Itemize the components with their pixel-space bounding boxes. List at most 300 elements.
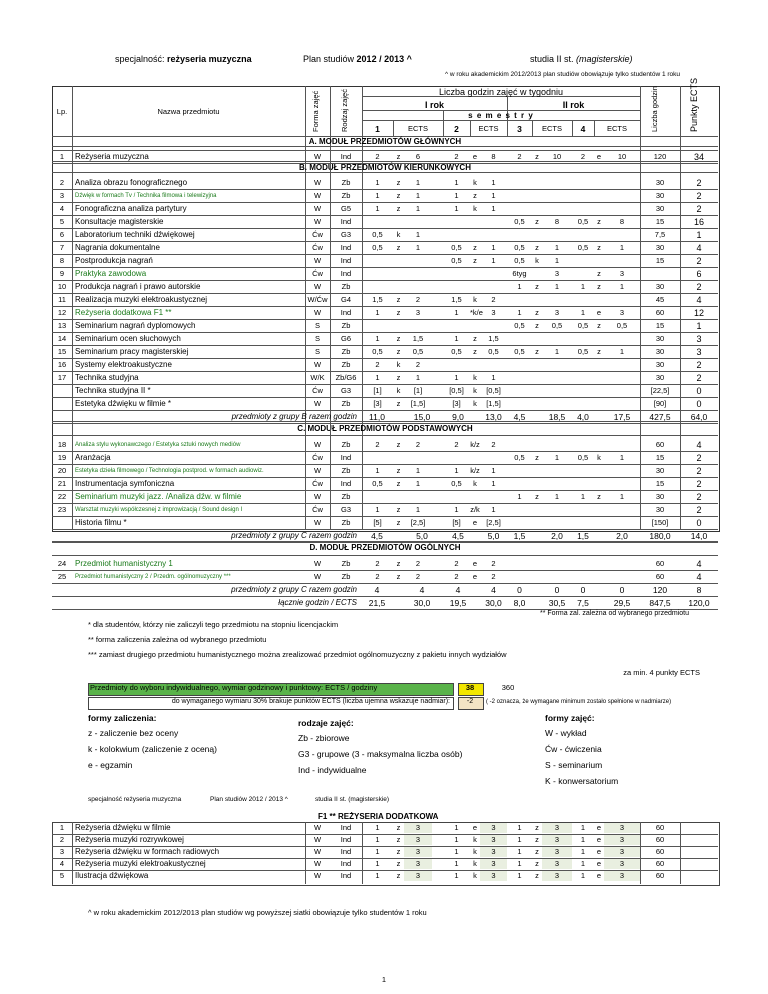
f1-cell-s2z: k (473, 859, 477, 868)
row-divider (52, 451, 718, 452)
subject-name: Nagrania dokumentalne (75, 243, 160, 252)
subject-name: Aranżacja (75, 453, 111, 462)
f1-cell-s1z: z (396, 859, 401, 868)
cell-s1z: z (396, 559, 401, 568)
cell-s1e: 6 (415, 152, 421, 161)
f1-cell-s1z: z (396, 823, 401, 832)
cell-s1z: z (396, 399, 401, 408)
cell-f: Ćw (312, 386, 323, 395)
lp-divider (72, 146, 73, 530)
ects-points: 2 (696, 373, 702, 383)
f1-type: Ind (340, 871, 352, 880)
subject-name: Seminarium pracy magisterskiej (75, 347, 189, 356)
sum-s1h: 4 (374, 585, 380, 595)
cell-s2h: 2 (454, 559, 459, 568)
sum-s2h: 9,0 (452, 412, 464, 422)
hours-total: 30 (655, 373, 665, 382)
hours-total: 120 (653, 152, 667, 161)
semester-s4-header: 4 (580, 124, 586, 134)
cell-s2h: 1 (454, 308, 459, 317)
legend-item: formy zaliczenia: (88, 713, 157, 723)
legend-item: z - zaliczenie bez oceny (88, 728, 179, 738)
cell-s1z: z (396, 204, 401, 213)
cell-s3e: 1 (554, 282, 560, 291)
cell-s1z: z (396, 373, 401, 382)
hours-total: 60 (655, 440, 665, 449)
cell-s2z: k (473, 178, 477, 187)
cell-s1e: 1 (415, 466, 421, 475)
cell-r: Zb/G6 (335, 373, 357, 382)
f1-subject-name: Reżyseria muzyki elektroakustycznej (75, 859, 206, 868)
subject-name: Praktyka zawodowa (75, 269, 147, 278)
cell-s3e: 1 (554, 492, 560, 501)
row-divider (52, 596, 718, 597)
cell-s2z: k (473, 386, 477, 395)
cell-s4z: e (596, 308, 602, 317)
row-divider (52, 202, 718, 203)
f1-cell-s4e: 3 (604, 871, 640, 881)
ects-points: 2 (696, 492, 702, 502)
subject-name: Dźwięk w formach Tv / Technika filmowa i telewizyjna (75, 193, 217, 199)
cell-s4h: 1 (580, 308, 586, 317)
cell-r: G4 (340, 295, 351, 304)
cell-s2z: e (472, 152, 478, 161)
ects-points-header: Punkty ECTS (689, 77, 699, 132)
cell-s1z: z (396, 308, 401, 317)
cell-r: Zb (341, 178, 351, 187)
cell-s2h: 1 (454, 373, 459, 382)
cell-s1e: [1,5] (410, 399, 426, 408)
cell-f: Ćw (312, 479, 323, 488)
f1-cell-s4z: e (596, 823, 602, 832)
cell-s2z: e (472, 572, 478, 581)
subject-name: Konsultacje magisterskie (75, 217, 164, 226)
sum-s4e: 29,5 (613, 598, 631, 608)
cell-s2h: 1 (454, 466, 459, 475)
sum-s4h: 0 (580, 585, 586, 595)
cell-s4z: e (596, 152, 602, 161)
row-number: 7 (59, 243, 65, 252)
subject-name: Warsztat muzyki współczesnej z improwizacją / Sound design I (75, 507, 243, 513)
cell-s1e: 1 (415, 505, 421, 514)
row-number: 12 (57, 308, 67, 317)
legend-item: Zb - zbiorowe (298, 733, 350, 743)
subject-name: Fonograficzna analiza partytury (75, 204, 187, 213)
f1-cell-s3e: 3 (542, 871, 572, 881)
cell-f: W (313, 308, 322, 317)
cell-s4z: z (597, 217, 601, 226)
sum-total: 847,5 (649, 598, 671, 608)
row-number: 1 (59, 152, 65, 161)
row-divider (52, 267, 718, 268)
cell-s2z: k (473, 399, 477, 408)
cell-r: Zb (341, 559, 351, 568)
missing-value: -2 (466, 698, 474, 705)
f1-form: W (313, 847, 322, 856)
cell-s2h: 0,5 (451, 347, 462, 356)
cell-s2h: 2 (454, 572, 459, 581)
legend-item: rodzaje zajęć: (298, 718, 354, 728)
hours-total: 30 (655, 505, 665, 514)
row-divider (52, 541, 718, 542)
cell-s3h: 0,5 (514, 321, 525, 330)
ects-points: 4 (696, 440, 702, 450)
cell-s2e: 1 (491, 373, 496, 382)
subject-name: Technika studyjna (75, 373, 139, 382)
subject-name: Systemy elektroakustyczne (75, 360, 172, 369)
f1-row-number: 5 (59, 871, 65, 880)
cell-f: W (313, 204, 322, 213)
f1-total: 60 (655, 871, 665, 880)
cell-s1e: 1 (415, 204, 421, 213)
cell-r: Ind (340, 453, 352, 462)
cell-s4e: 1 (619, 243, 625, 252)
f1-total: 60 (655, 823, 665, 832)
cell-s4e: 1 (619, 347, 625, 356)
ects-points: 3 (696, 347, 702, 357)
row-divider (52, 384, 718, 385)
sum-s3e: 0 (554, 585, 560, 595)
cell-s2h: 0,5 (451, 479, 462, 488)
row-divider (52, 319, 718, 320)
cell-s2z: z (473, 347, 477, 356)
cell-s1z: z (396, 572, 401, 581)
cell-s4e: 1 (619, 453, 625, 462)
subject-name: Seminarium nagrań dyplomowych (75, 321, 196, 330)
subject-name: Historia filmu * (75, 518, 127, 527)
cell-s1e: 1 (415, 243, 421, 252)
cell-s4e: 1 (619, 282, 625, 291)
section-a-header: A. MODUŁ PRZEDMIOTÓW GŁÓWNYCH (308, 137, 462, 146)
cell-s1e: 2 (415, 360, 421, 369)
cell-s1h: 2 (375, 559, 380, 568)
row-divider (52, 371, 718, 372)
cell-s1h: 1 (375, 204, 380, 213)
cell-f: W (313, 360, 322, 369)
subject-name: Analiza obrazu fonograficznego (75, 178, 188, 187)
cell-s4z: z (597, 347, 601, 356)
f1-row-number: 1 (59, 823, 65, 832)
sum-label: przedmioty z grupy C razem godzin (231, 531, 357, 540)
subject-name: Przedmiot humanistyczny 1 (75, 559, 173, 568)
cell-s3h: 1 (517, 492, 522, 501)
hours-total: 30 (655, 334, 665, 343)
cell-s2z: k (473, 373, 477, 382)
f1-title: F1 ** REŻYSERIA DODATKOWA (318, 812, 439, 821)
cell-f: Ćw (312, 453, 323, 462)
cell-s1e: 3 (415, 308, 421, 317)
cell-f: W (313, 440, 322, 449)
cell-f: W (313, 217, 322, 226)
f1-cell-s2h: 1 (454, 859, 459, 868)
cell-s1h: 2 (375, 572, 380, 581)
row-divider (52, 464, 718, 465)
f1-row-number: 2 (59, 835, 65, 844)
cell-f: S (314, 334, 320, 343)
row-number: 18 (57, 440, 67, 449)
cell-s2z: z (473, 243, 477, 252)
ects-points: 0 (696, 386, 702, 396)
f1-cell-s1h: 1 (375, 847, 380, 856)
f1-cell-s4z: e (596, 835, 602, 844)
cell-s4z: z (597, 269, 601, 278)
section-d-header: D. MODUŁ PRZEDMIOTÓW OGÓLNYCH (309, 543, 461, 552)
row-number: 19 (57, 453, 67, 462)
cell-s2h: 1,5 (451, 295, 462, 304)
cell-s2e: 1 (491, 191, 496, 200)
f1-subject-name: Reżyseria dźwięku w filmie (75, 823, 171, 832)
cell-s1h: 1 (375, 308, 380, 317)
sum-s2h: 4 (455, 585, 461, 595)
cell-s2z: z/k (470, 505, 480, 514)
f1-cell-s3h: 1 (517, 847, 522, 856)
legend-item: Ind - indywidualne (298, 765, 367, 775)
cell-s1h: 1 (375, 505, 380, 514)
cell-s1h: 2 (375, 152, 380, 161)
cell-r: Zb (341, 518, 351, 527)
sum-s2e: 13,0 (485, 412, 502, 422)
sum-s2e: 5,0 (487, 531, 500, 541)
cell-s1h: [1] (373, 386, 382, 395)
hours-total: 30 (655, 492, 665, 501)
cell-s3h: 0,5 (514, 217, 525, 226)
ects-points: 12 (693, 308, 704, 318)
missing-note: ( -2 oznacza, że wymagane minimum zostało spełnione w nadmiarze) (486, 699, 672, 705)
cell-s2z: e (472, 518, 478, 527)
sum-s2h: 19,5 (449, 598, 467, 608)
cell-f: Ćw (312, 230, 323, 239)
row-divider (52, 421, 718, 422)
legend-item: k - kolokwium (zaliczenie z oceną) (88, 744, 217, 754)
ects-header: ECTS (606, 124, 627, 133)
f1-form: W (313, 823, 322, 832)
cell-s1e: 1,5 (412, 334, 424, 343)
row-number: 3 (59, 191, 65, 200)
cell-s3h: 6tyg (512, 269, 527, 278)
f1-cell-s4h: 1 (580, 871, 586, 880)
row-number: 4 (59, 204, 65, 213)
column-divider (680, 822, 681, 884)
f1-cell-s2h: 1 (454, 835, 459, 844)
cell-s1h: 1 (375, 466, 380, 475)
cell-s1h: 1,5 (372, 295, 383, 304)
cell-s3h: 0,5 (514, 243, 525, 252)
cell-r: G3 (340, 386, 351, 395)
cell-s2h: [0,5] (449, 386, 464, 395)
cell-r: Ind (340, 243, 352, 252)
sum-s3h: 0 (517, 585, 522, 595)
sum-s3h: 8,0 (513, 598, 526, 608)
row-number: 23 (57, 505, 67, 514)
hours-total: 30 (655, 243, 665, 252)
cell-s1z: z (396, 505, 401, 514)
row-divider (52, 215, 718, 216)
sum-s3h: 1,5 (513, 531, 526, 541)
row-divider (52, 345, 718, 346)
cell-r: Ind (340, 217, 352, 226)
f1-type: Ind (340, 859, 352, 868)
sum-s3e: 30,5 (548, 598, 566, 608)
f1-subject-name: Reżyseria muzyki rozrywkowej (75, 835, 184, 844)
cell-r: Zb (341, 572, 351, 581)
sum-s1h: 21,5 (368, 598, 386, 608)
sum-pts: 14,0 (690, 531, 708, 541)
cell-r: Zb (341, 492, 351, 501)
cell-r: Zb (341, 399, 351, 408)
cell-s1e: 2 (415, 559, 421, 568)
cell-s2e: 1 (491, 479, 496, 488)
cell-s1h: [3] (373, 399, 382, 408)
cell-s2z: k/z (470, 440, 480, 449)
f1-cell-s2z: k (473, 871, 477, 880)
cell-s2e: 2 (491, 572, 496, 581)
f1-cell-s4h: 1 (580, 847, 586, 856)
cell-s2e: 8 (491, 152, 496, 161)
page-number: 1 (381, 975, 387, 984)
f1-cell-s1z: z (396, 835, 401, 844)
ects-points: 1 (696, 321, 702, 331)
f1-cell-s3e: 3 (542, 847, 572, 857)
cell-s2e: 0,5 (488, 347, 499, 356)
cell-s2z: k (473, 204, 477, 213)
sum-total: 427,5 (649, 412, 671, 422)
cell-s2e: 3 (491, 308, 496, 317)
cell-s2e: 1,5 (488, 334, 499, 343)
cell-s2e: [0,5] (486, 386, 501, 395)
cell-s4h: 0,5 (577, 243, 589, 252)
legend-item: S - seminarium (545, 760, 603, 770)
cell-s1h: 2 (375, 360, 380, 369)
footer-plan: Plan studiów 2012 / 2013 ^ (210, 796, 288, 803)
cell-f: W/K (310, 373, 325, 382)
f1-form: W (313, 835, 322, 844)
subject-name: Reżyseria muzyczna (75, 152, 149, 161)
ects-points: 2 (696, 191, 702, 201)
cell-r: Zb (341, 321, 351, 330)
cell-s3h: 0,5 (514, 256, 525, 265)
cell-s1h: 1 (375, 373, 380, 382)
cell-f: Ćw (312, 243, 323, 252)
cell-f: Ćw (312, 505, 323, 514)
sum-label: przedmioty z grupy B razem godzin (231, 412, 357, 421)
row-number: 14 (57, 334, 67, 343)
row-number: 5 (59, 217, 65, 226)
cell-s3h: 2 (517, 152, 522, 161)
cell-s1h: [5] (373, 518, 382, 527)
cell-s4z: z (597, 492, 601, 501)
f1-cell-s4z: e (596, 871, 602, 880)
hours-total: 30 (655, 282, 665, 291)
f1-type: Ind (340, 835, 352, 844)
sum-s1h: 4,5 (371, 531, 383, 541)
row-divider (52, 555, 718, 556)
sum-s3e: 18,5 (548, 412, 566, 422)
cell-f: W (313, 572, 322, 581)
ects-points: 2 (696, 453, 702, 463)
missing-label: do wymaganego wymiaru 30% brakuje punktów ECTS (liczba ujemna wskazuje nadmiar): (171, 698, 450, 705)
cell-s2h: 1 (454, 334, 459, 343)
cell-s2h: 0,5 (451, 256, 462, 265)
ects-header: ECTS (541, 124, 562, 133)
cell-s3h: 1 (517, 282, 522, 291)
subject-name: Przedmiot humanistyczny 2 / Przedm. ogólnomuzyczny *** (75, 574, 231, 580)
f1-subject-name: Ilustracja dźwiękowa (75, 871, 149, 880)
f1-cell-s3z: z (535, 859, 539, 868)
semester-s2-header: 2 (454, 124, 459, 134)
cell-s1h: 0,5 (372, 479, 383, 488)
f1-cell-s4e: 3 (604, 859, 640, 869)
cell-r: Ind (340, 308, 352, 317)
cell-s4h: 0,5 (577, 347, 589, 356)
section-b-header: B. MODUŁ PRZEDMIOTÓW KIERUNKOWYCH (299, 163, 471, 172)
cell-s2h: 1 (454, 204, 459, 213)
cell-r: Ind (340, 152, 352, 161)
subject-name: Seminarium ocen słuchowych (75, 334, 181, 343)
hours-total: 15 (655, 453, 665, 462)
sum-s1e: 15,0 (413, 412, 431, 422)
form-header: Forma zajęć (311, 90, 320, 132)
hours-total: 60 (655, 572, 665, 581)
cell-r: Ind (340, 479, 352, 488)
f1-cell-s3h: 1 (517, 871, 522, 880)
footer-level: studia II st. (magisterskie) (315, 796, 390, 803)
hours-total: [22,5] (650, 386, 670, 395)
hours-total: 30 (655, 191, 665, 200)
cell-s2h: 2 (454, 440, 459, 449)
ects-points: 6 (696, 269, 702, 279)
cell-s3z: z (535, 152, 539, 161)
row-divider (52, 293, 718, 294)
subject-name: Instrumentacja symfoniczna (75, 479, 175, 488)
row-divider (52, 254, 718, 255)
sum-s4e: 17,5 (613, 412, 631, 422)
ects-header: ECTS (478, 124, 499, 133)
cell-s2h: 1 (454, 191, 459, 200)
cell-s4h: 1 (580, 492, 586, 501)
cell-s3z: z (535, 453, 539, 462)
f1-total: 60 (655, 835, 665, 844)
type-header: Rodzaj zajęć (340, 89, 349, 132)
row-divider (52, 503, 718, 504)
subject-name: Estetyka dzieła filmowego / Technologia postprod. w formach audiowiz. (75, 468, 264, 474)
cell-s1e: [1] (413, 386, 423, 395)
legend-item: e - egzamin (88, 760, 133, 770)
f1-cell-s2e: 3 (480, 871, 507, 881)
cell-s3e: 1 (554, 256, 560, 265)
cell-f: Ćw (312, 269, 323, 278)
cell-s3e: 10 (552, 152, 562, 161)
row-number: 22 (57, 492, 67, 501)
sum-s4e: 0 (619, 585, 625, 595)
cell-r: Zb (341, 347, 351, 356)
footnote: ^ w roku akademickim 2012/2013 plan studiów wg powyższej siatki obowiązuje tylko studentów 1 roku (88, 908, 427, 917)
cell-s2h: 2 (454, 152, 459, 161)
cell-r: G6 (340, 334, 351, 343)
cell-s3e: 1 (554, 243, 560, 252)
cell-s3e: 0,5 (551, 321, 563, 330)
cell-s1e: 2 (415, 440, 421, 449)
level-label: studia II st. (magisterskie) (530, 54, 633, 64)
sum-pts: 64,0 (690, 412, 708, 422)
cell-s2e: [1,5] (486, 399, 501, 408)
cell-s2e: 2 (491, 295, 496, 304)
row-divider (52, 529, 718, 530)
cell-s1z: z (396, 295, 401, 304)
cell-s1z: z (396, 479, 401, 488)
row-divider (52, 241, 718, 242)
cell-r: Ind (340, 269, 352, 278)
cell-s4e: 8 (619, 217, 625, 226)
